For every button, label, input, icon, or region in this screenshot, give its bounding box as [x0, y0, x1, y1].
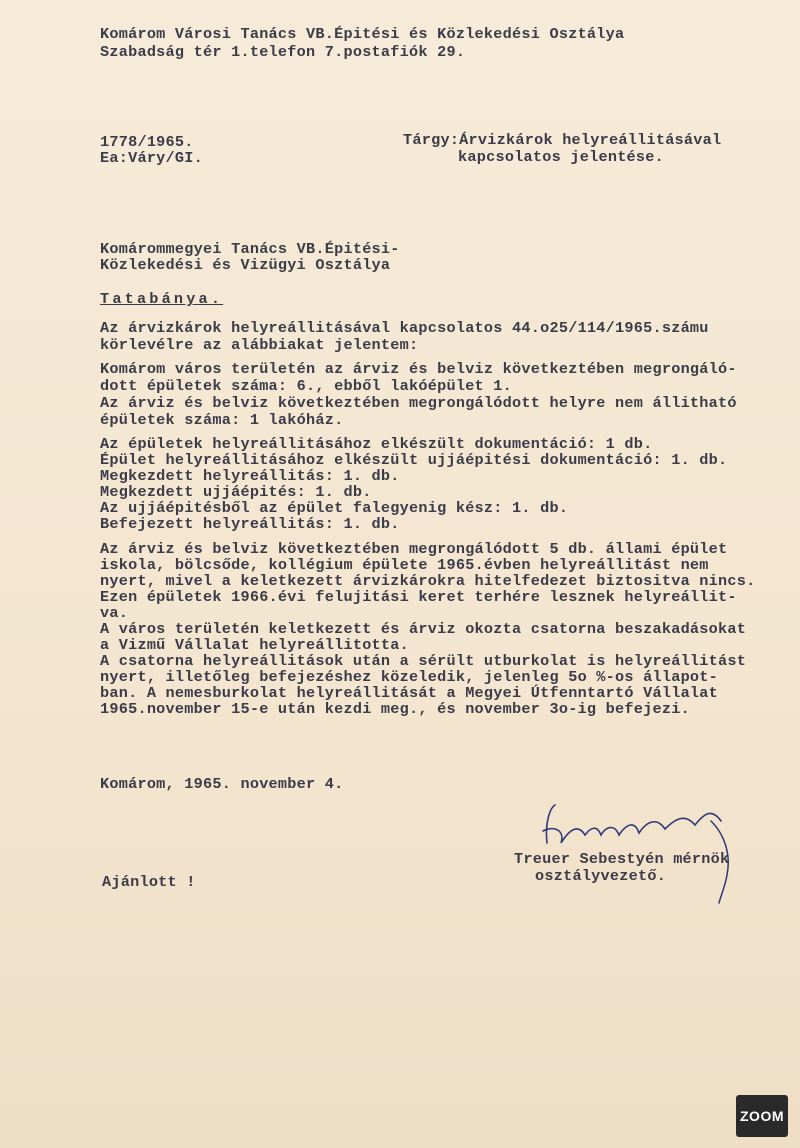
- body-line: Befejezett helyreállitás: 1. db.: [100, 515, 400, 533]
- body-line: Az árvizkárok helyreállitásával kapcsolatos 44.o25/114/1965.számu: [100, 319, 709, 337]
- reference-number: 1778/1965.: [100, 133, 194, 151]
- letterhead-line-1: Komárom Városi Tanács VB.Épitési és Közlekedési Osztálya: [100, 25, 625, 43]
- body-line: A csatorna helyreállitások után a sérült utburkolat is helyreállitást: [100, 652, 747, 670]
- signatory-name-title: Treuer Sebestyén mérnök: [514, 850, 730, 868]
- body-line: A város területén keletkezett és árviz okozta csatorna beszakadásokat: [100, 620, 747, 638]
- letterhead-line-2: Szabadság tér 1.telefon 7.postafiók 29.: [100, 43, 466, 61]
- reference-handler: Ea:Váry/GI.: [100, 149, 204, 167]
- body-line: Épület helyreállitásához elkészült ujjáépitési dokumentáció: 1. db.: [100, 451, 728, 469]
- body-line: Az ujjáépitésből az épület falegyenig kész: 1. db.: [100, 499, 569, 517]
- body-line: va.: [100, 604, 129, 622]
- body-line: Megkezdett ujjáépités: 1. db.: [100, 483, 372, 501]
- signatory-position: osztályvezető.: [535, 867, 667, 885]
- body-line: körlevélre az alábbiakat jelentem:: [100, 336, 419, 354]
- body-line: dott épületek száma: 6., ebből lakóépület 1.: [100, 377, 513, 395]
- body-line: nyert, mivel a keletkezett árvizkárokra hitelfedezet biztositva nincs.: [100, 572, 756, 590]
- body-line: Komárom város területén az árviz és belviz következtében megrongáló-: [100, 360, 737, 378]
- subject-line-1: Tárgy:Árvizkárok helyreállitásával: [403, 131, 722, 149]
- body-line: 1965.november 15-e után kezdi meg., és november 3o-ig befejezi.: [100, 700, 690, 718]
- body-line: Ezen épületek 1966.évi felujitási keret terhére lesznek helyreállit-: [100, 588, 737, 606]
- body-line: nyert, illetőleg befejezéshez közeledik, jelenleg 5o %-os állapot-: [100, 668, 719, 686]
- body-line: iskola, bölcsőde, kollégium épülete 1965.évben helyreállitást nem: [100, 556, 709, 574]
- body-line: a Vizmű Vállalat helyreállitotta.: [100, 636, 410, 654]
- body-line: Megkezdett helyreállitás: 1. db.: [100, 467, 400, 485]
- recipient-line-2: Közlekedési és Vizügyi Osztálya: [100, 256, 391, 274]
- subject-line-2: kapcsolatos jelentése.: [458, 148, 665, 166]
- paragraph-2: [100, 362, 737, 428]
- body-line: Az árviz és belviz következtében megrongálódott 5 db. állami épület: [100, 540, 728, 558]
- registered-mark: Ajánlott !: [102, 873, 196, 891]
- paragraph-1: [100, 321, 709, 353]
- recipient-city: Tatabánya.: [100, 290, 224, 308]
- zoom-watermark-logo: ZOOM: [736, 1095, 788, 1137]
- paragraph-3: [100, 437, 727, 532]
- body-line: Az épületek helyreállitásához elkészült dokumentáció: 1 db.: [100, 435, 653, 453]
- body-line: épületek száma: 1 lakóház.: [100, 411, 344, 429]
- recipient-line-1: Komárommegyei Tanács VB.Épitési-: [100, 240, 400, 258]
- body-line: Az árviz és belviz következtében megrongálódott helyre nem állitható: [100, 394, 737, 412]
- date-line: Komárom, 1965. november 4.: [100, 775, 344, 793]
- paragraph-4: [100, 542, 755, 717]
- body-line: ban. A nemesburkolat helyreállitását a Megyei Útfenntartó Vállalat: [100, 684, 719, 702]
